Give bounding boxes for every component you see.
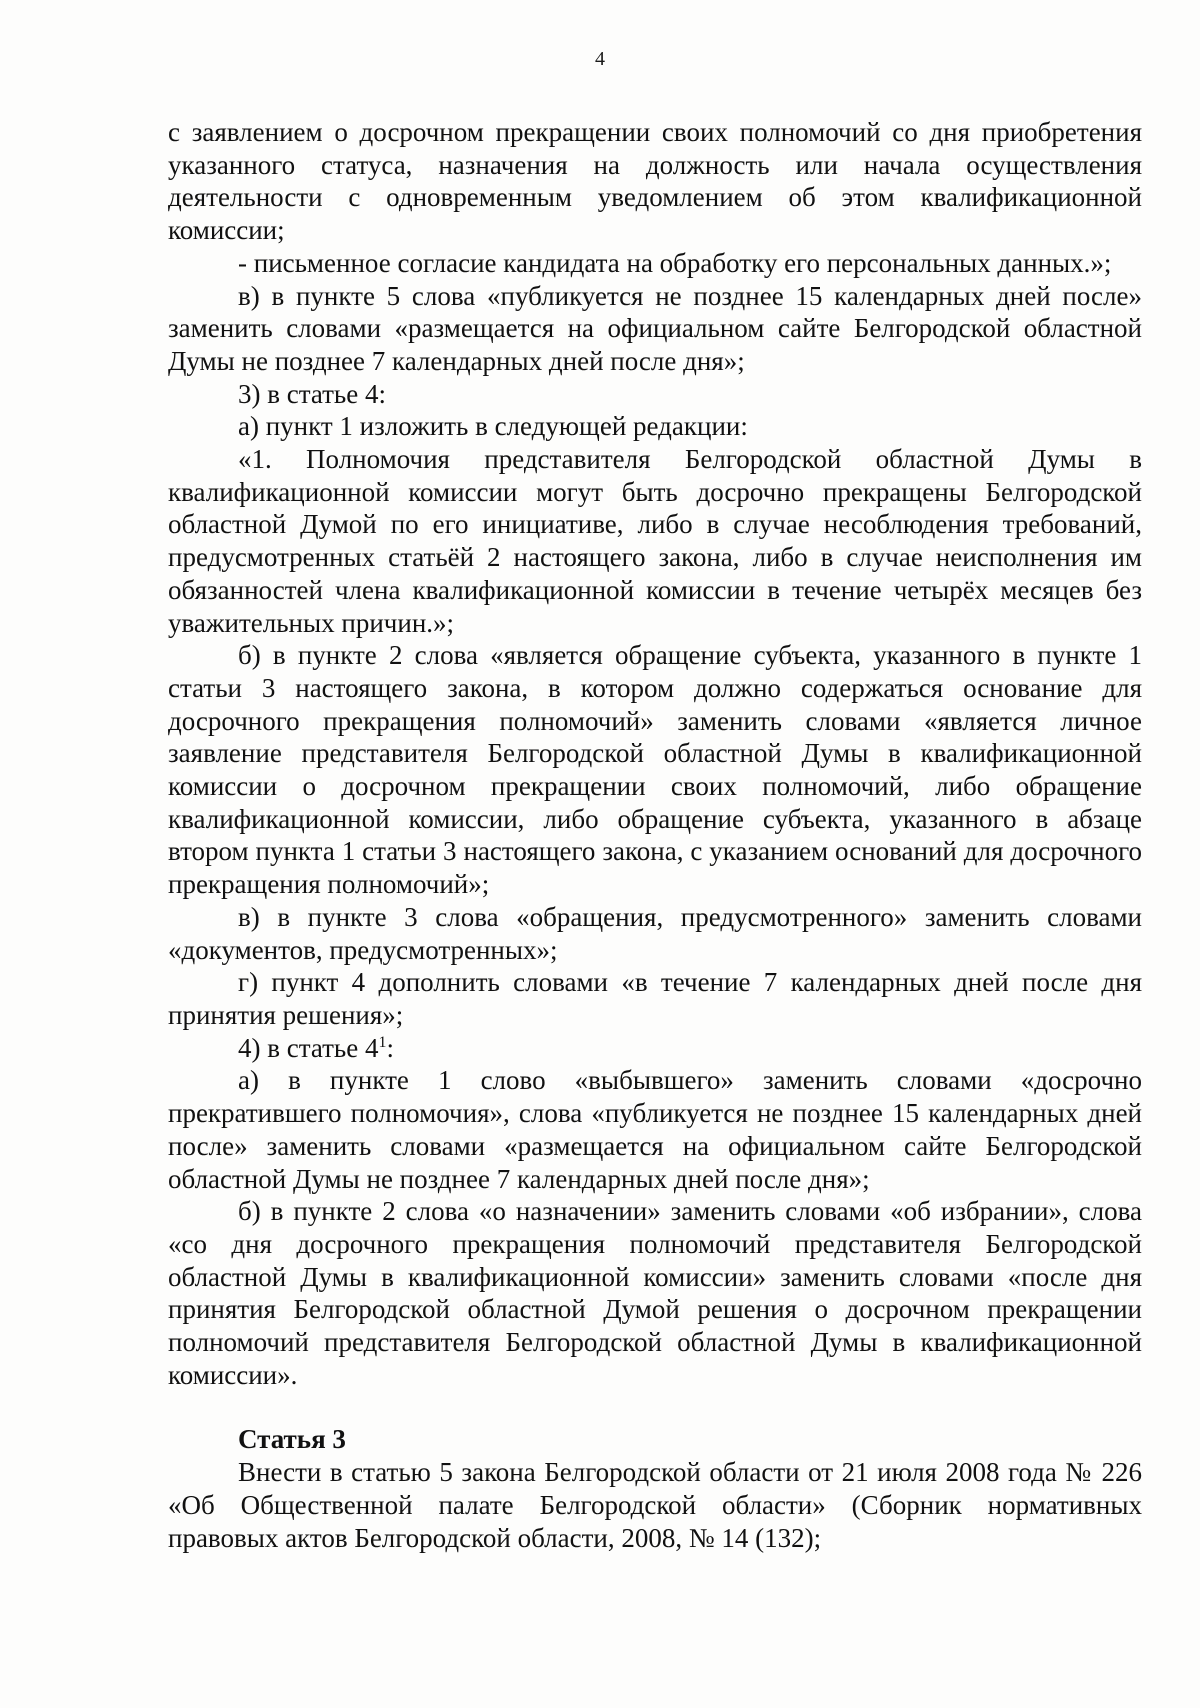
article-4-1-superscript: 1 [378, 1033, 387, 1051]
paragraph-1: с заявлением о досрочном прекращении своих полномочий со дня приобретения указанного статуса, назначения на должность или начала осуществления деятельности с одновременным уведомлением об этом квалификационной комиссии; [168, 117, 1142, 246]
paragraph-9: г) пункт 4 дополнить словами «в течение 7 календарных дней после дня принятия решения»; [168, 967, 1142, 1030]
paragraph-2: - письменное согласие кандидата на обработку его персональных данных.»; [238, 247, 1112, 278]
paragraph-10: а) в пункте 1 слово «выбывшего» заменить словами «досрочно прекратившего полномочия», слова «публикуется не позднее 15 календарных дней после» заменить словами «размещается на официальном сайте Белгородской областной Думы не позднее 7 календарных дней после дня»; [168, 1065, 1142, 1194]
article-4-1-prefix: 4) в статье 4 [238, 1032, 379, 1063]
document-body [168, 116, 1142, 1554]
page-number: 4 [595, 48, 605, 70]
article-4-1-suffix: : [386, 1032, 394, 1063]
paragraph-7: б) в пункте 2 слова «является обращение субъекта, указанного в пункте 1 статьи 3 настоящего закона, в котором должно содержаться основание для досрочного прекращения полномочий» заменить словами «является личное заявление представителя Белгородской областной Думы в квалификационной комиссии о досрочном прекращении своих полномочий, либо обращение квалификационной комиссии, либо обращение субъекта, указанного в абзаце втором пункта 1 статьи 3 настоящего закона, с указанием оснований для досрочного прекращения полномочий»; [168, 640, 1142, 900]
paragraph-article-4-1 [168, 1032, 1142, 1065]
paragraph-5: а) пункт 1 изложить в следующей редакции: [238, 411, 748, 442]
article-3-text: Внести в статью 5 закона Белгородской области от 21 июля 2008 года № 226 «Об Общественной палате Белгородской области» (Сборник нормативных правовых актов Белгородской области, 2008, № 14 (132); [168, 1457, 1142, 1553]
article-3-heading: Статья 3 [238, 1424, 346, 1455]
paragraph-3: в) в пункте 5 слова «публикуется не позднее 15 календарных дней после» заменить словами «размещается на официальном сайте Белгородской областной Думы не позднее 7 календарных дней после дня»; [168, 280, 1142, 376]
paragraph-4: 3) в статье 4: [238, 378, 386, 409]
paragraph-8: в) в пункте 3 слова «обращения, предусмотренного» заменить словами «документов, предусмотренных»; [168, 901, 1142, 965]
paragraph-6: «1. Полномочия представителя Белгородской областной Думы в квалификационной комиссии могут быть досрочно прекращены Белгородской областной Думой по его инициативе, либо в случае несоблюдения требований, предусмотренных статьёй 2 настоящего закона, либо в случае неисполнения им обязанностей члена квалификационной комиссии в течение четырёх месяцев без уважительных причин.»; [168, 444, 1142, 638]
paragraph-11: б) в пункте 2 слова «о назначении» заменить словами «об избрании», слова «со дня досрочного прекращения полномочий представителя Белгородской областной Думы в квалификационной комиссии» заменить словами «после дня принятия Белгородской областной Думой решения о досрочном прекращении полномочий представителя Белгородской областной Думы в квалификационной комиссии». [168, 1196, 1142, 1390]
